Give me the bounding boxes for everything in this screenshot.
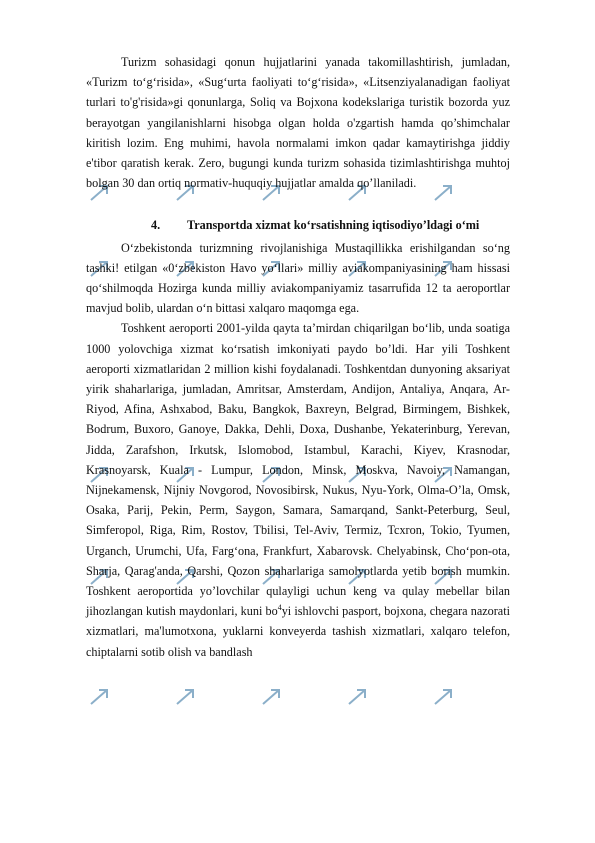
section-heading: [86, 215, 510, 235]
paragraph-legislation: Turizm sohasidagi qonun hujjatlarini yanada takomillashtirish, jumladan, «Turizm to‘g‘risida», «Sug‘urta faoliyati to‘g‘risida», «Litsenziyalanadigan faoliyat turlari to'g'risida»gi qonunlarga, Soliq va Bojxona kodekslariga turistik bozorda yuz berayotgan yangilanishlarni hisobga olgan holda o'zgartish hamda qo’shimchalar kiritish lozim. Eng muhimi, havola normalami imkon qadar kamaytirishga jiddiy e'tibor qaratish kerak. Zero, bugungi kunda turizm sohasida tizimlashtirishga muhtoj bolgan 30 dan ortiq normativ-huquqiy hujjatlar amalda qo’llaniladi.: [86, 55, 510, 191]
body-text: [86, 52, 510, 662]
section-spacer: [86, 193, 510, 215]
paragraph-airport-text-continued: yi ishlovchi pasport, bojxona, chegara nazorati xizmatlari, ma'lumotxona, yuklarni konveyerda tashish xizmatlari, xalqaro telefon, chiptalarni sotib olish va bandlash: [86, 604, 510, 659]
paragraph-tashkent-airport: [86, 318, 510, 661]
section-title: Transportda xizmat ko‘rsatishning iqtisodiyo’ldagi o‘mi: [187, 218, 480, 233]
section-number: 4.: [151, 218, 161, 233]
diagonal-arrow-watermark-icon: [85, 686, 505, 708]
paragraph-airport-text: Toshkent aeroporti 2001-yilda qayta ta’mirdan chiqarilgan bo‘lib, unda soatiga 1000 yolovchiga xizmat ko‘rsatish imkoniyati paydo bo’ldi. Har yili Toshkent aeroporti xizmatlaridan 2 million kishi foydalanadi. Toshkentdan dunyoning aksariyat yirik shaharlariga, jumladan, Amritsar, Amsterdam, Andijon, Antaliya, Anqara, Ar-Riyod, Afina, Ashxabod, Baku, Bangkok, Baxreyn, Belgrad, Birmingem, Bishkek, Bodrum, Buxoro, Ganoye, Dakka, Dehli, Doxa, Dushanbe, Yekaterinburg, Yerevan, Jidda, Zarafshon, Irkutsk, Islomobod, Istambul, Karachi, Kiyev, Krasnodar, Krasnoyarsk, Kuala - Lumpur, London, Minsk, Moskva, Navoiy, Namangan, Nijnekamensk, Nijniy Novgorod, Novosibirsk, Nukus, Nyu-York, Olma-O’la, Omsk, Osaka, Parij, Pekin, Perm, Saygon, Samara, Samarqand, Sankt-Peterburg, Seul, Simferopol, Riga, Rim, Rostov, Tbilisi, Tel-Aviv, Termiz, Tcxron, Tokio, Tyumen, Urganch, Urumchi, Ufa, Farg‘ona, Frankfurt, Xabarovsk. Chelyabinsk, Cho‘pon-ota, Sharja, Qarag'anda, Qarshi, Qozon shaharlariga samolyotlarda yetib borish mumkin. Toshkent aeroportida yo’lovchilar qulayligi uchun keng va qulay mebellar bilan jihozlangan kutish maydonlari, kuni bo: [86, 321, 510, 619]
footnote-mark: 4: [277, 603, 282, 613]
paragraph-aviation: O‘zbekistonda turizmning rivojlanishiga Mustaqillikka erishilgandan so‘ng tashki! etilgan «0‘zbekiston Havo yo‘llari» milliy aviakompaniyasining ham hissasi qo‘shilmoqda Hozirga kunda milliy aviakompaniyamiz tasarrufida 12 ta aeroportlar mavjud bolib, ulardan o‘n bittasi xalqaro maqomga ega.: [86, 240, 510, 316]
